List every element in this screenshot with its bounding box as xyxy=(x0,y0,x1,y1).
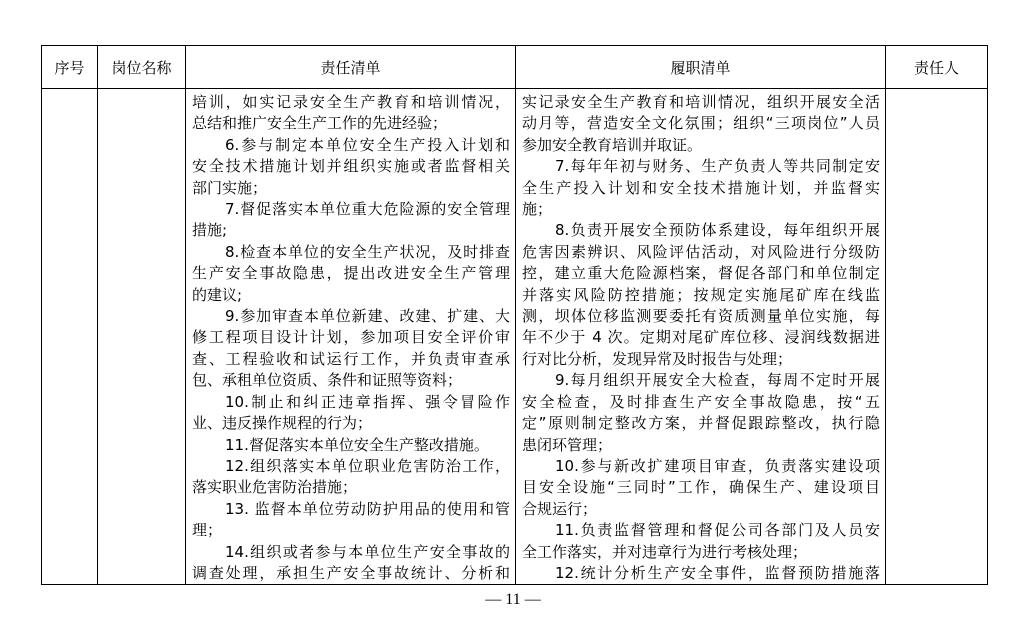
paragraph-line: 安全检查，及时排查生产安全事故隐患，按“五 xyxy=(522,392,880,411)
paragraph-line: 患闭环管理； xyxy=(522,435,613,454)
header-responsibilities: 责任清单 xyxy=(186,46,516,89)
paragraph-line: 10.制止和纠正违章指挥、强令冒险作 xyxy=(225,392,510,411)
paragraph-line: 实记录安全生产教育和培训情况，组织开展安全活 xyxy=(522,93,880,111)
paragraph-line: 11.督促落实本单位安全生产整改措施。 xyxy=(225,435,489,454)
paragraph-line: 12.统计分析生产安全事件，监督预防措施落 xyxy=(555,563,880,582)
paragraph-line: 8.检查本单位的安全生产状况，及时排查 xyxy=(225,242,510,261)
paragraph-line: 的建议; xyxy=(192,285,243,304)
paragraph-line: 包、承租单位资质、条件和证照等资料； xyxy=(192,371,463,390)
table-row xyxy=(42,89,988,585)
paragraph-line: 7.每年年初与财务、生产负责人等共同制定安 xyxy=(555,157,880,176)
paragraph-line: 参加安全教育培训并取证。 xyxy=(522,135,703,154)
paragraph-line: 调查处理，承担生产安全事故统计、分析和 xyxy=(192,563,510,582)
paragraph-line: 12.组织落实本单位职业危害防治工作， xyxy=(225,456,510,475)
paragraph-line: 目安全设施“三同时”工作，确保生产、建设项目 xyxy=(522,478,880,497)
cell-index xyxy=(42,89,98,585)
paragraph-line: 6.参与制定本单位安全生产投入计划和 xyxy=(225,135,510,154)
paragraph-line: 业、违反操作规程的行为； xyxy=(192,414,373,433)
paragraph-line: 理； xyxy=(192,521,223,540)
paragraph-line: 部门实施； xyxy=(192,178,268,197)
paragraph-line: 7.督促落实本单位重大危险源的安全管理 xyxy=(225,200,510,219)
paragraph-line: 修工程项目设计计划，参加项目安全评价审 xyxy=(192,328,510,347)
header-row xyxy=(42,46,988,89)
paragraph-line: 安全技术措施计划并组织实施或者监督相关 xyxy=(192,157,510,176)
paragraph-line: 8.负责开展安全预防体系建设，每年组织开展 xyxy=(555,221,880,240)
paragraph-line: 危害因素辨识、风险评估活动，对风险进行分级防 xyxy=(522,242,880,261)
paragraph-line: 测，坝体位移监测要委托有资质测量单位实施，每 xyxy=(522,307,880,326)
paragraph-line: 14.组织或者参与本单位生产安全事故的 xyxy=(225,542,510,561)
paragraph-line: 10.参与新改扩建项目审查，负责落实建设项 xyxy=(555,456,880,475)
paragraph-line: 合规运行； xyxy=(522,499,598,518)
paragraph-line: 措施; xyxy=(192,221,228,240)
paragraph-line: 动月等，营造安全文化氛围；组织“三项岗位”人员 xyxy=(522,114,880,133)
paragraph-line: 9.参加审查本单位新建、改建、扩建、大 xyxy=(225,307,510,326)
header-duties: 履职清单 xyxy=(516,46,886,89)
paragraph-line: 全生产投入计划和安全技术措施计划，并监督实 xyxy=(522,178,880,197)
responsibility-table xyxy=(41,45,988,585)
paragraph-line: 全工作落实，并对违章行为进行考核处理； xyxy=(522,542,808,561)
paragraph-line: 行对比分析，发现异常及时报告与处理； xyxy=(522,349,793,368)
paragraph-line: 落实职业危害防治措施； xyxy=(192,478,358,497)
paragraph-line: 查、工程验收和试运行工作，并负责审查承 xyxy=(192,349,510,368)
cell-responsible-person xyxy=(886,89,988,585)
paragraph-line: 定”原则制定整改方案，并督促跟踪整改，执行隐 xyxy=(522,414,880,433)
paragraph-line: 11.负责监督管理和督促公司各部门及人员安 xyxy=(555,521,880,540)
paragraph-line: 总结和推广安全生产工作的先进经验； xyxy=(192,114,448,133)
header-responsible-person: 责任人 xyxy=(886,46,988,89)
header-position: 岗位名称 xyxy=(98,46,186,89)
header-index: 序号 xyxy=(42,46,98,89)
cell-position xyxy=(98,89,186,585)
cell-duties xyxy=(516,89,886,585)
paragraph-line: 施； xyxy=(522,200,553,219)
paragraph-line: 13. 监督本单位劳动防护用品的使用和管 xyxy=(225,499,510,518)
paragraph-line: 并落实风险防控措施；按规定实施尾矿库在线监 xyxy=(522,285,880,304)
paragraph-line: 控，建立重大危险源档案，督促各部门和单位制定 xyxy=(522,264,880,283)
paragraph-line: 生产安全事故隐患，提出改进安全生产管理 xyxy=(192,264,510,283)
paragraph-line: 9.每月组织开展安全大检查，每周不定时开展 xyxy=(555,371,880,390)
paragraph-line: 培训，如实记录安全生产教育和培训情况， xyxy=(192,93,510,111)
paragraph-line: 年不少于 4 次。定期对尾矿库位移、浸润线数据进 xyxy=(522,328,880,347)
page-number: — 11 — xyxy=(485,591,541,608)
cell-responsibilities xyxy=(186,89,516,585)
